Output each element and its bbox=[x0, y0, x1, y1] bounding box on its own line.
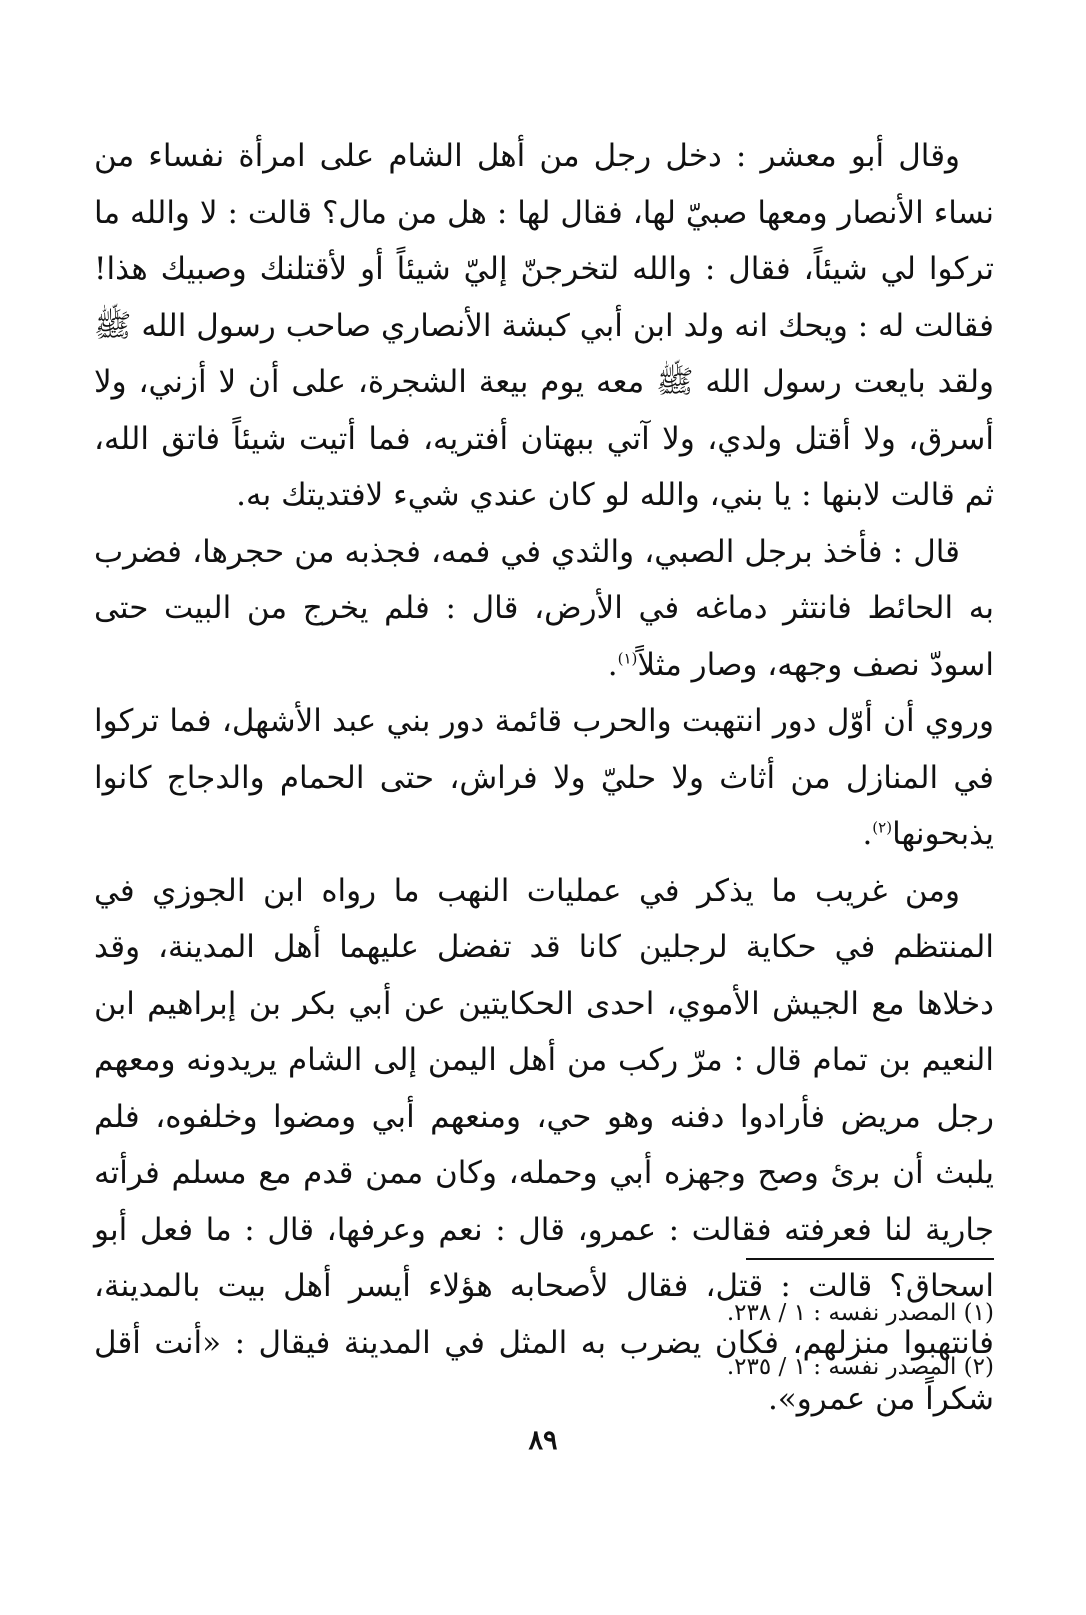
paragraph-1 bbox=[94, 128, 994, 524]
footnote-ref-1: (١) bbox=[617, 649, 638, 668]
paragraph-3 bbox=[94, 693, 994, 863]
paragraph-3-tail: . bbox=[862, 816, 873, 852]
paragraph-4-text: ومن غريب ما يذكر في عمليات النهب ما رواه ابن الجوزي في المنتظم في حكاية لرجلين كانا قد تفضل عليهما أهل المدينة، وقد دخلاها مع الجيش الأموي، احدى الحكايتين عن أبي بكر بن إبراهيم ابن النعيم بن تمام قال : مرّ ركب من أهل اليمن إلى الشام يريدونه ومعهم رجل مريض فأرادوا دفنه وهو حي، ومنعهم أبي ومضوا وخلفوه، فلم يلبث أن برئ وصح وجهزه أبي وحمله، وكان ممن قدم مع مسلم فرأته جارية لنا فعرفته فقالت : عمرو، قال : نعم وعرفها، قال : ما فعل أبو اسحاق؟ قالت : قتل، فقال لأصحابه هؤلاء أيسر أهل بيت بالمدينة، فانتهبوا منزلهم، فكان يضرب به المثل في المدينة فيقال : «أنت أقل شكراً من عمرو». bbox=[94, 872, 994, 1417]
footnote-separator bbox=[746, 1258, 994, 1260]
paragraph-2-tail: . bbox=[607, 646, 618, 683]
page-number: ٨٩ bbox=[528, 1425, 558, 1456]
footnotes bbox=[394, 1286, 994, 1394]
paragraph-2 bbox=[94, 524, 994, 694]
footnote-2-label: (٢) bbox=[963, 1354, 994, 1380]
footnote-1-text: المصدر نفسه : ١ / ٢٣٨. bbox=[726, 1300, 957, 1326]
footnote-2 bbox=[394, 1340, 994, 1394]
footnote-ref-2: (٢) bbox=[872, 818, 893, 837]
paragraph-3-text: وروي أن أوّل دور انتهبت والحرب قائمة دور بني عبد الأشهل، فما تركوا في المنازل من أثاث ولا حليّ ولا فراش، حتى الحمام والدجاج كانوا يذبحونها bbox=[94, 703, 994, 852]
footnote-2-text: المصدر نفسه : ١ / ٢٣٥. bbox=[726, 1354, 957, 1380]
paragraph-2-text: قال : فأخذ برجل الصبي، والثدي في فمه، فجذبه من حجرها، فضرب به الحائط فانتثر دماغه في الأرض، قال : فلم يخرج من البيت حتى اسودّ نصف وجهه، وصار مثلاً bbox=[94, 533, 994, 683]
book-page-body bbox=[94, 128, 994, 1428]
paragraph-1-text: وقال أبو معشر : دخل رجل من أهل الشام على امرأة نفساء من نساء الأنصار ومعها صبيّ لها، فقال لها : هل من مال؟ قالت : لا والله ما تركوا لي شيئاً، فقال : والله لتخرجنّ إليّ شيئاً أو لأقتلنك وصبيك هذا! فقالت له : ويحك انه ولد ابن أبي كبشة الأنصاري صاحب رسول الله ﷺ ولقد بايعت رسول الله ﷺ معه يوم بيعة الشجرة، على أن لا أزني، ولا أسرق، ولا أقتل ولدي، ولا آتي ببهتان أفتريه، فما أتيت شيئاً فاتق الله، ثم قالت لابنها : يا بني، والله لو كان عندي شيء لافتديتك به. bbox=[94, 138, 994, 513]
footnote-1 bbox=[394, 1286, 994, 1340]
footnote-1-label: (١) bbox=[963, 1300, 994, 1326]
